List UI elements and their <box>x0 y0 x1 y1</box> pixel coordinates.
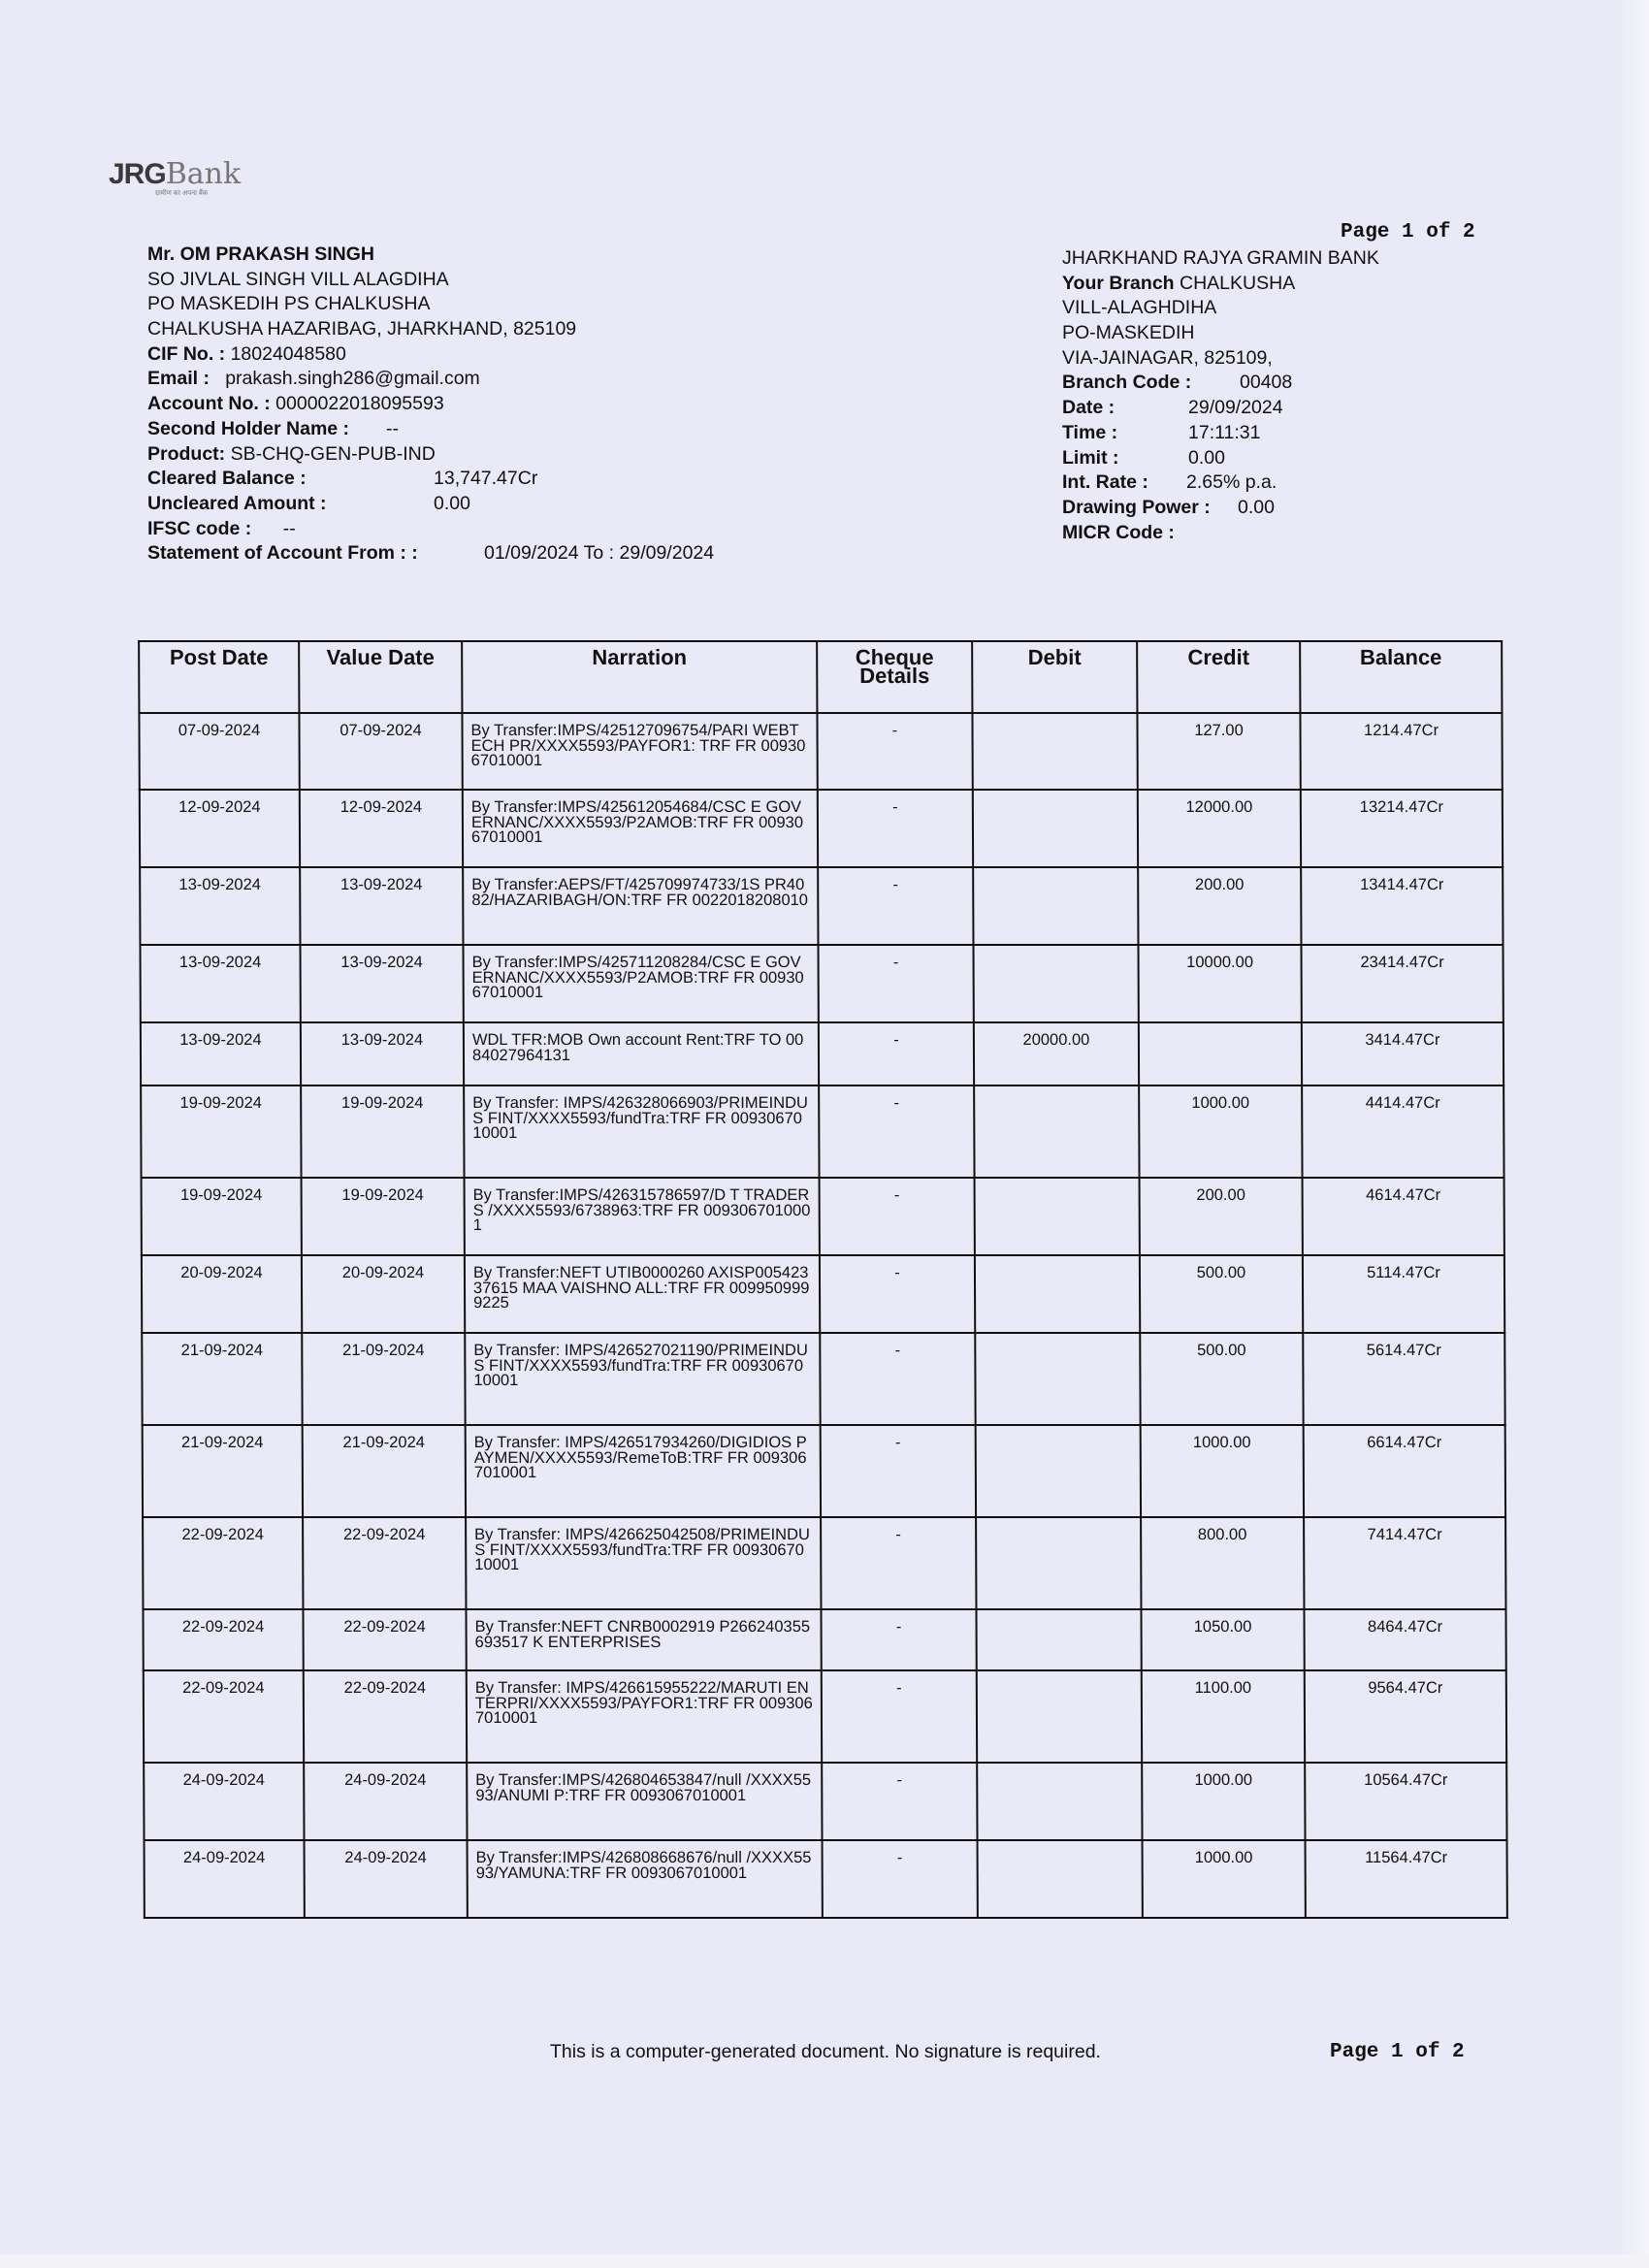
account-label: Account No. : <box>147 393 271 415</box>
cell-credit: 200.00 <box>1140 1178 1303 1255</box>
cell-cheque: - <box>822 1670 977 1763</box>
cell-cheque: - <box>821 1609 976 1670</box>
date-row <box>1062 396 1379 421</box>
table-row <box>141 1085 1504 1178</box>
cell-cheque: - <box>822 1763 977 1840</box>
cell-debit: 20000.00 <box>974 1022 1139 1085</box>
cell-cheque: - <box>818 867 973 945</box>
cell-balance: 7414.47Cr <box>1304 1517 1505 1609</box>
cell-debit <box>976 1609 1141 1670</box>
transactions-table <box>138 640 1508 1919</box>
cell-credit: 1000.00 <box>1139 1085 1302 1178</box>
cell-narration: By Transfer: IMPS/426328066903/PRIMEINDUS FINT/XXXX5593/fundTra:TRF FR 0093067010001 <box>464 1085 819 1178</box>
cell-credit: 12000.00 <box>1138 790 1301 867</box>
uncleared-amount-label: Uncleared Amount : <box>147 492 327 514</box>
page-number-top: Page 1 of 2 <box>1341 221 1475 243</box>
address-line-3: CHALKUSHA HAZARIBAG, JHARKHAND, 825109 <box>147 318 577 340</box>
cell-cheque: - <box>821 1517 976 1609</box>
cell-narration: By Transfer: IMPS/426625042508/PRIMEINDUS FINT/XXXX5593/fundTra:TRF FR 0093067010001 <box>466 1517 821 1609</box>
cell-post-date: 24-09-2024 <box>144 1763 304 1840</box>
branch-label: Your Branch <box>1062 272 1175 294</box>
cell-narration: By Transfer: IMPS/426615955222/MARUTI ENTERPRI/XXXX5593/PAYFOR1:TRF FR 0093067010001 <box>467 1670 822 1763</box>
table-row <box>145 1840 1507 1918</box>
uncleared-amount-value: 0.00 <box>434 492 470 514</box>
cell-narration: By Transfer:IMPS/425127096754/PARI WEBTECH PR/XXXX5593/PAYFOR1: TRF FR 0093067010001 <box>462 713 817 790</box>
cell-value-date: 13-09-2024 <box>300 867 463 945</box>
int-rate-label: Int. Rate : <box>1062 471 1148 494</box>
cell-narration: By Transfer:NEFT UTIB0000260 AXISP00542337615 MAA VAISHNO ALL:TRF FR 0099509999225 <box>465 1255 820 1333</box>
cell-credit: 1000.00 <box>1143 1840 1306 1918</box>
cell-debit <box>976 1425 1141 1517</box>
cell-value-date: 22-09-2024 <box>304 1670 467 1763</box>
customer-name: Mr. OM PRAKASH SINGH <box>147 243 375 265</box>
cell-post-date: 24-09-2024 <box>145 1840 305 1918</box>
footer-note: This is a computer-generated document. No signature is required. <box>550 2041 1101 2062</box>
email-value: prakash.singh286@gmail.com <box>225 368 480 390</box>
cell-post-date: 21-09-2024 <box>143 1425 303 1517</box>
cell-debit <box>978 1840 1143 1918</box>
cell-balance: 6614.47Cr <box>1304 1425 1505 1517</box>
cell-value-date: 13-09-2024 <box>301 1022 464 1085</box>
header-narration: Narration <box>462 641 817 713</box>
branch-code-label: Branch Code : <box>1062 372 1192 394</box>
table-row <box>142 1178 1504 1255</box>
table-row <box>144 1763 1506 1840</box>
cell-credit: 1000.00 <box>1142 1763 1305 1840</box>
cell-post-date: 07-09-2024 <box>139 713 299 790</box>
account-row <box>147 392 576 417</box>
second-holder-label: Second Holder Name : <box>147 417 350 439</box>
cell-narration: By Transfer:IMPS/425711208284/CSC E GOVERNANC/XXXX5593/P2AMOB:TRF FR 0093067010001 <box>463 945 818 1022</box>
cell-value-date: 24-09-2024 <box>304 1763 467 1840</box>
cell-credit <box>1139 1022 1302 1085</box>
header-cheque-details: Cheque Details <box>817 641 972 713</box>
address-line-1: SO JIVLAL SINGH VILL ALAGDIHA <box>147 268 449 290</box>
cell-debit <box>976 1517 1141 1609</box>
time-label: Time : <box>1062 421 1118 443</box>
cell-balance: 3414.47Cr <box>1302 1022 1504 1085</box>
branch-row <box>1062 272 1379 297</box>
cif-row <box>147 342 576 368</box>
cell-cheque: - <box>820 1178 975 1255</box>
cell-cheque: - <box>820 1255 975 1333</box>
bank-address-2: PO-MASKEDIH <box>1062 322 1195 344</box>
cell-debit <box>975 1333 1140 1425</box>
ifsc-row <box>147 517 576 542</box>
header-balance: Balance <box>1300 641 1502 713</box>
cell-value-date: 24-09-2024 <box>305 1840 468 1918</box>
ifsc-label: IFSC code : <box>147 517 252 539</box>
uncleared-amount-row <box>147 492 576 517</box>
table-row <box>142 1255 1504 1333</box>
cell-debit <box>975 1255 1140 1333</box>
cell-value-date: 21-09-2024 <box>302 1333 465 1425</box>
logo-brand-light: Bank <box>165 157 242 191</box>
cell-value-date: 13-09-2024 <box>300 945 463 1022</box>
cell-value-date: 12-09-2024 <box>300 790 463 867</box>
cell-narration: By Transfer: IMPS/426517934260/DIGIDIOS PAYMEN/XXXX5593/RemeToB:TRF FR 0093067010001 <box>466 1425 821 1517</box>
cell-cheque: - <box>818 945 973 1022</box>
bank-address-1: VILL-ALAGHDIHA <box>1062 297 1217 319</box>
cell-post-date: 19-09-2024 <box>142 1178 302 1255</box>
cell-cheque: - <box>818 790 973 867</box>
cell-post-date: 19-09-2024 <box>141 1085 301 1178</box>
drawing-power-label: Drawing Power : <box>1062 496 1211 518</box>
micr-label: MICR Code : <box>1062 521 1175 543</box>
limit-label: Limit : <box>1062 446 1119 469</box>
cell-value-date: 20-09-2024 <box>302 1255 465 1333</box>
table-row <box>141 1022 1504 1085</box>
cell-balance: 10564.47Cr <box>1305 1763 1506 1840</box>
drawing-power-row <box>1062 496 1379 521</box>
scan-bottom-edge <box>0 2254 1649 2268</box>
cell-credit: 200.00 <box>1138 867 1301 945</box>
cell-balance: 5614.47Cr <box>1303 1333 1504 1425</box>
bank-name: JHARKHAND RAJYA GRAMIN BANK <box>1062 247 1379 269</box>
int-rate-value: 2.65% p.a. <box>1186 471 1277 494</box>
cell-balance: 9564.47Cr <box>1305 1670 1506 1763</box>
ifsc-value: -- <box>282 517 296 539</box>
time-value: 17:11:31 <box>1188 421 1261 443</box>
cell-value-date: 22-09-2024 <box>303 1609 466 1670</box>
cell-post-date: 13-09-2024 <box>140 867 300 945</box>
scan-edge <box>1614 0 1649 2268</box>
table-row <box>140 945 1503 1022</box>
address-line-2: PO MASKEDIH PS CHALKUSHA <box>147 293 431 315</box>
cell-value-date: 21-09-2024 <box>303 1425 466 1517</box>
header-post-date: Post Date <box>139 641 299 713</box>
cell-post-date: 12-09-2024 <box>140 790 300 867</box>
cell-credit: 800.00 <box>1141 1517 1304 1609</box>
cell-balance: 23414.47Cr <box>1301 945 1503 1022</box>
bank-logo <box>109 157 241 198</box>
cell-value-date: 22-09-2024 <box>303 1517 466 1609</box>
cleared-balance-row <box>147 467 576 492</box>
cell-balance: 8464.47Cr <box>1304 1609 1505 1670</box>
cell-credit: 500.00 <box>1140 1255 1303 1333</box>
transactions-body <box>139 713 1506 1918</box>
cell-cheque: - <box>821 1425 976 1517</box>
cell-credit: 1000.00 <box>1141 1425 1304 1517</box>
table-row <box>144 1670 1506 1763</box>
cell-balance: 11564.47Cr <box>1306 1840 1507 1918</box>
customer-details <box>147 243 715 567</box>
cell-balance: 4614.47Cr <box>1303 1178 1504 1255</box>
cell-narration: By Transfer: IMPS/426527021190/PRIMEINDUS FINT/XXXX5593/fundTra:TRF FR 0093067010001 <box>465 1333 820 1425</box>
date-value: 29/09/2024 <box>1188 397 1283 419</box>
account-value: 0000022018095593 <box>275 393 444 415</box>
cell-narration: By Transfer:IMPS/426808668676/null /XXXX5593/YAMUNA:TRF FR 0093067010001 <box>468 1840 823 1918</box>
cell-debit <box>973 945 1138 1022</box>
second-holder-value: -- <box>385 417 399 439</box>
cif-value: 18024048580 <box>230 342 346 365</box>
cell-post-date: 22-09-2024 <box>144 1670 304 1763</box>
branch-code-row <box>1062 371 1379 396</box>
table-row <box>140 867 1503 945</box>
logo-tagline: ग्रामीण का अपना बैंक <box>155 190 209 197</box>
micr-row <box>1062 521 1379 546</box>
branch-code-value: 00408 <box>1240 372 1293 394</box>
page-number-bottom: Page 1 of 2 <box>1330 2041 1465 2063</box>
limit-row <box>1062 446 1379 471</box>
cell-debit <box>977 1763 1142 1840</box>
cell-balance: 1214.47Cr <box>1300 713 1502 790</box>
cell-post-date: 22-09-2024 <box>143 1517 303 1609</box>
email-label: Email : <box>147 368 210 390</box>
cleared-balance-value: 13,747.47Cr <box>434 468 538 490</box>
cell-post-date: 20-09-2024 <box>142 1255 302 1333</box>
cell-credit: 1050.00 <box>1141 1609 1304 1670</box>
second-holder-row <box>147 417 576 442</box>
cell-cheque: - <box>820 1333 975 1425</box>
cell-credit: 10000.00 <box>1138 945 1301 1022</box>
table-row <box>142 1333 1504 1425</box>
table-row <box>140 790 1503 867</box>
statement-period-value: 01/09/2024 To : 29/09/2024 <box>484 542 715 565</box>
cell-post-date: 22-09-2024 <box>143 1609 303 1670</box>
cell-debit <box>975 1178 1140 1255</box>
cell-narration: By Transfer:IMPS/426804653847/null /XXXX5593/ANUMI P:TRF FR 0093067010001 <box>467 1763 822 1840</box>
cell-narration: By Transfer:NEFT CNRB0002919 P266240355693517 K ENTERPRISES <box>466 1609 821 1670</box>
table-row <box>143 1517 1505 1609</box>
int-rate-row <box>1062 470 1379 496</box>
cell-cheque: - <box>817 713 972 790</box>
cell-narration: WDL TFR:MOB Own account Rent:TRF TO 0084027964131 <box>464 1022 819 1085</box>
cell-post-date: 13-09-2024 <box>140 945 300 1022</box>
product-row <box>147 442 576 468</box>
table-row <box>139 713 1502 790</box>
cell-narration: By Transfer:IMPS/425612054684/CSC E GOVERNANC/XXXX5593/P2AMOB:TRF FR 0093067010001 <box>463 790 818 867</box>
cell-narration: By Transfer:AEPS/FT/425709974733/1S PR4082/HAZARIBAGH/ON:TRF FR 0022018208010 <box>463 867 818 945</box>
email-row <box>147 367 576 392</box>
cell-credit: 1100.00 <box>1142 1670 1305 1763</box>
product-label: Product: <box>147 442 226 465</box>
logo-brand-bold: JRG <box>109 158 166 190</box>
cell-value-date: 19-09-2024 <box>301 1085 464 1178</box>
cell-narration: By Transfer:IMPS/426315786597/D T TRADERS /XXXX5593/6738963:TRF FR 0093067010001 <box>465 1178 820 1255</box>
cell-cheque: - <box>819 1085 974 1178</box>
cell-post-date: 13-09-2024 <box>141 1022 301 1085</box>
header-value-date: Value Date <box>299 641 462 713</box>
cif-label: CIF No. : <box>147 342 226 365</box>
cell-balance: 5114.47Cr <box>1303 1255 1504 1333</box>
drawing-power-value: 0.00 <box>1238 496 1275 518</box>
cell-post-date: 21-09-2024 <box>142 1333 302 1425</box>
cell-balance: 13214.47Cr <box>1301 790 1503 867</box>
cell-debit <box>972 713 1137 790</box>
cell-balance: 13414.47Cr <box>1301 867 1503 945</box>
cell-debit <box>974 1085 1139 1178</box>
cell-debit <box>973 790 1138 867</box>
table-header-row <box>139 641 1502 713</box>
table-row <box>143 1609 1505 1670</box>
cleared-balance-label: Cleared Balance : <box>147 468 307 490</box>
cell-balance: 4414.47Cr <box>1302 1085 1504 1178</box>
cell-cheque: - <box>819 1022 974 1085</box>
date-label: Date : <box>1062 397 1116 419</box>
bank-address-3: VIA-JAINAGAR, 825109, <box>1062 346 1273 369</box>
time-row <box>1062 421 1379 446</box>
table-row <box>143 1425 1505 1517</box>
cell-credit: 127.00 <box>1137 713 1300 790</box>
branch-value: CHALKUSHA <box>1180 272 1296 294</box>
cell-debit <box>973 867 1138 945</box>
statement-period-label: Statement of Account From : : <box>147 542 418 565</box>
limit-value: 0.00 <box>1188 446 1225 469</box>
statement-period-row <box>147 541 715 567</box>
bank-details <box>1062 246 1379 545</box>
cell-credit: 500.00 <box>1140 1333 1303 1425</box>
product-value: SB-CHQ-GEN-PUB-IND <box>230 442 436 465</box>
header-credit: Credit <box>1137 641 1300 713</box>
header-debit: Debit <box>972 641 1137 713</box>
cell-value-date: 19-09-2024 <box>302 1178 465 1255</box>
cell-cheque: - <box>823 1840 978 1918</box>
cell-value-date: 07-09-2024 <box>299 713 462 790</box>
cell-debit <box>977 1670 1142 1763</box>
